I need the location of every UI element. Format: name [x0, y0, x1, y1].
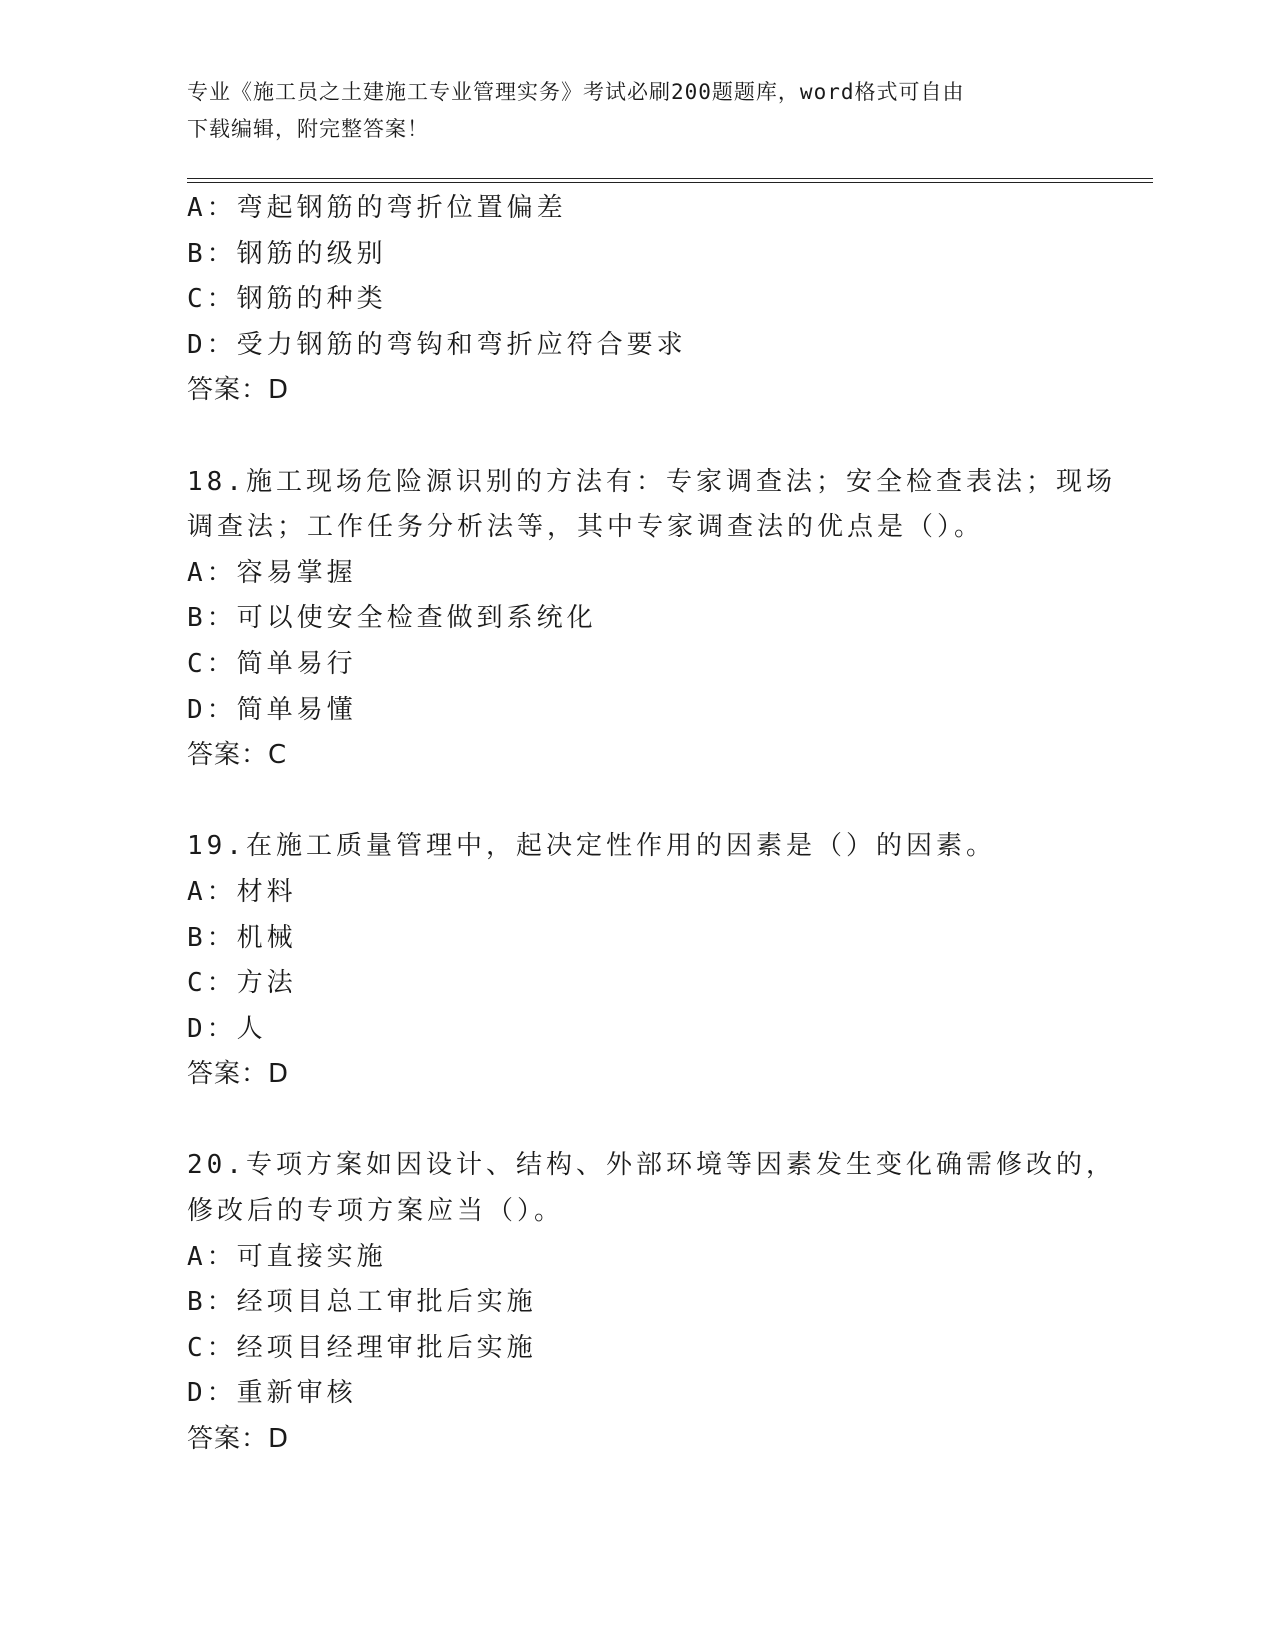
answer: 答案：D: [187, 1424, 290, 1455]
question-17-tail: [187, 186, 1087, 414]
option-b: B：机械: [187, 922, 297, 953]
question-stem-line-2: 修改后的专项方案应当（）。: [187, 1196, 565, 1227]
option-a: A：弯起钢筋的弯折位置偏差: [187, 193, 567, 223]
spacer: [187, 779, 1087, 825]
option-b: B：钢筋的级别: [187, 238, 387, 269]
answer: 答案：D: [187, 375, 290, 406]
header-divider-bottom: [187, 182, 1153, 183]
option-a: A：容易掌握: [187, 557, 357, 588]
option-b: B：可以使安全检查做到系统化: [187, 603, 597, 634]
option-a: A：材料: [187, 876, 297, 907]
option-d: D：重新审核: [187, 1378, 357, 1409]
header-note-line-1: 专业《施工员之土建施工专业管理实务》考试必刷200题题库，word格式可自由: [187, 80, 965, 104]
option-c: C：钢筋的种类: [187, 284, 387, 315]
question-20: [187, 1143, 1116, 1462]
question-19: [187, 824, 1087, 1098]
option-d: D：简单易懂: [187, 694, 357, 725]
answer: 答案：D: [187, 1059, 290, 1090]
option-c: C：方法: [187, 968, 297, 999]
option-d: D：人: [187, 1013, 267, 1044]
question-stem-line-1: 19.在施工质量管理中，起决定性作用的因素是（）的因素。: [187, 831, 996, 862]
question-stem-line-1: 18.施工现场危险源识别的方法有：专家调查法；安全检查表法；现场: [187, 466, 1116, 497]
question-stem-line-1: 20.专项方案如因设计、结构、外部环境等因素发生变化确需修改的，: [187, 1150, 1116, 1181]
spacer: [187, 414, 1087, 460]
question-18: [187, 460, 1116, 779]
option-c: C：简单易行: [187, 648, 357, 679]
header-note-line-2: 下载编辑，附完整答案！: [187, 117, 429, 141]
option-c: C：经项目经理审批后实施: [187, 1332, 537, 1363]
header-note: [187, 74, 1087, 148]
question-stem-line-2: 调查法；工作任务分析法等，其中专家调查法的优点是（）。: [187, 512, 985, 543]
answer: 答案：C: [187, 740, 288, 771]
option-b: B：经项目总工审批后实施: [187, 1287, 537, 1318]
spacer: [187, 1098, 1087, 1144]
question-content: [187, 186, 1116, 1463]
header-divider-top: [187, 178, 1153, 179]
option-a: A：可直接实施: [187, 1241, 387, 1272]
option-d: D：受力钢筋的弯钩和弯折应符合要求: [187, 329, 687, 360]
